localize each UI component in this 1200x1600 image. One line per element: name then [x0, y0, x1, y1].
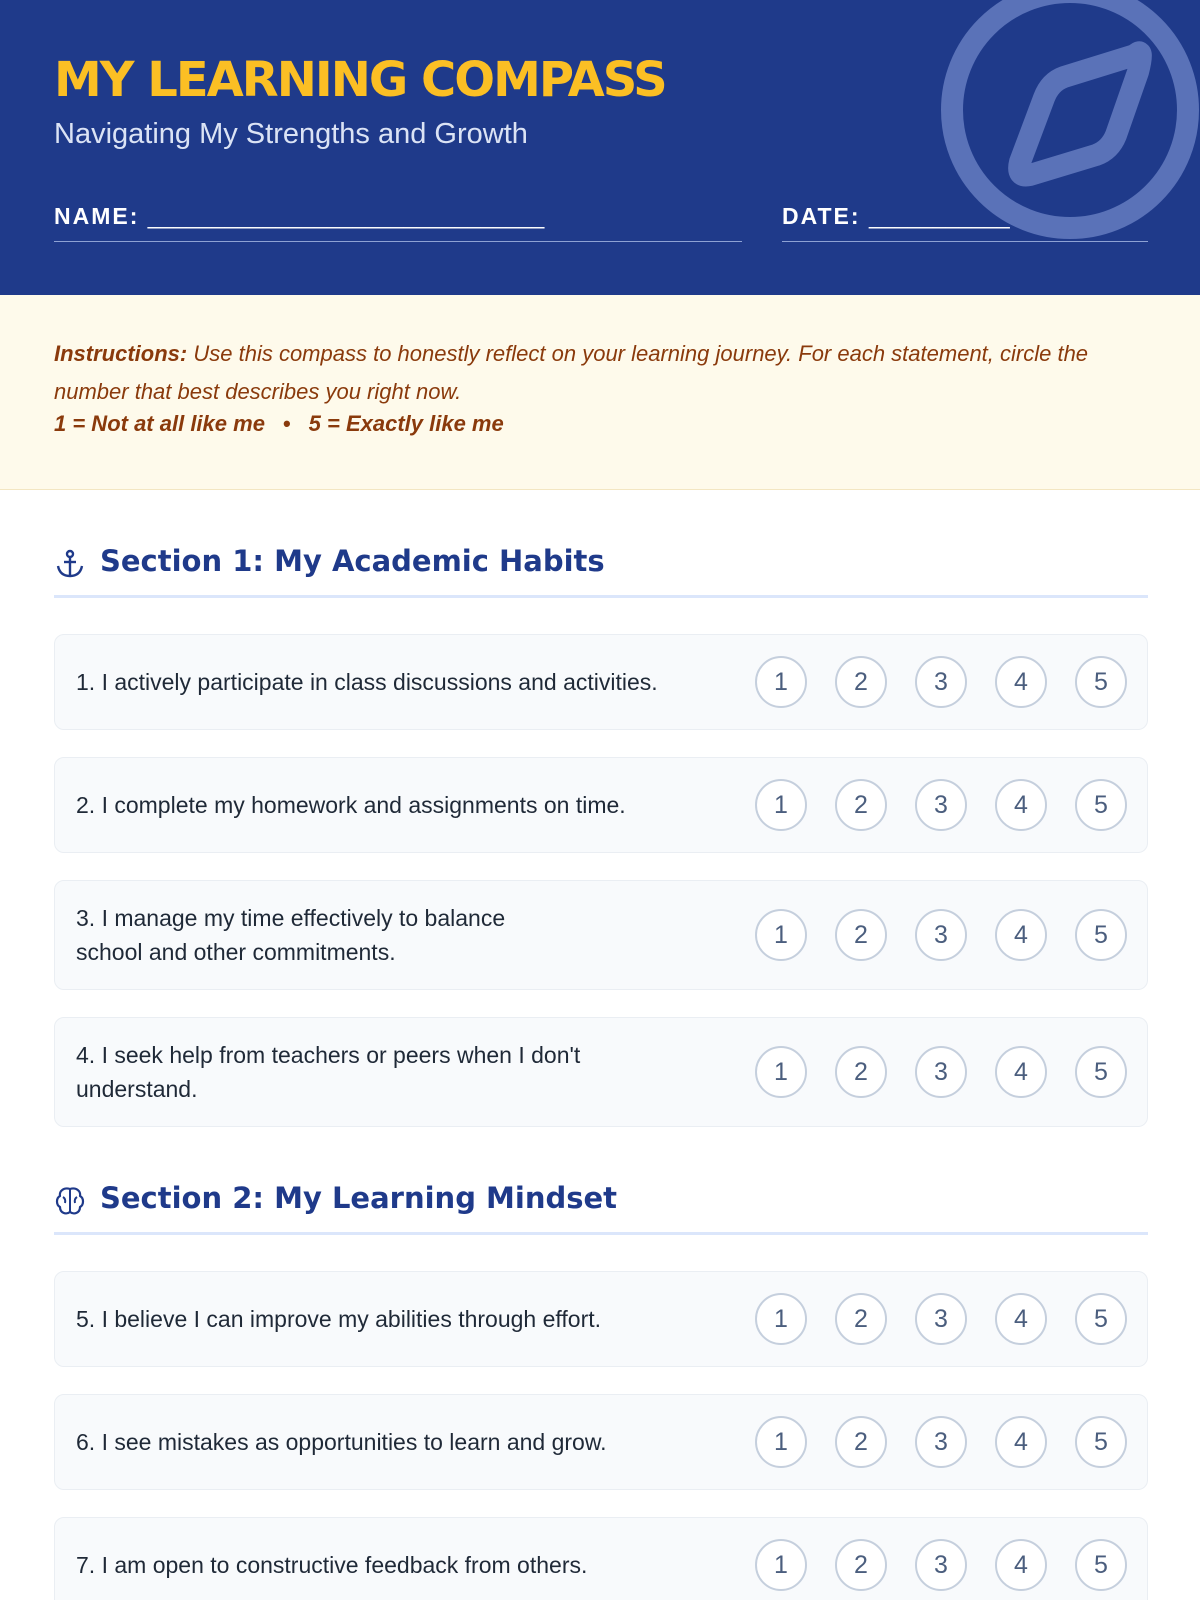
rating-option-5[interactable]: 5: [1075, 909, 1127, 961]
header-banner: [0, 0, 1200, 295]
rating-option-4[interactable]: 4: [995, 656, 1047, 708]
rating-option-3[interactable]: 3: [915, 1293, 967, 1345]
date-field[interactable]: [782, 200, 1148, 242]
scale-high: 5 = Exactly like me: [308, 411, 504, 436]
rating-option-5[interactable]: 5: [1075, 1046, 1127, 1098]
question-text: 4. I seek help from teachers or peers when I don't understand.: [76, 1042, 581, 1102]
rating-option-1[interactable]: 1: [755, 1416, 807, 1468]
rating-option-2[interactable]: 2: [835, 1539, 887, 1591]
rating-option-1[interactable]: 1: [755, 656, 807, 708]
rating-options: [755, 779, 1127, 831]
rating-option-1[interactable]: 1: [755, 779, 807, 831]
instructions-body: Use this compass to honestly reflect on your learning journey. For each statement, circle the number that best describes you right now.: [54, 341, 1089, 404]
anchor-icon: [54, 548, 86, 580]
rating-option-1[interactable]: 1: [755, 1293, 807, 1345]
name-field[interactable]: [54, 200, 742, 242]
rating-option-4[interactable]: 4: [995, 1539, 1047, 1591]
question-row-3: [54, 880, 1148, 990]
question-text: 5. I believe I can improve my abilities through effort.: [76, 1306, 602, 1332]
rating-option-2[interactable]: 2: [835, 909, 887, 961]
name-blank: _______________________________: [147, 203, 545, 229]
rating-option-5[interactable]: 5: [1075, 1539, 1127, 1591]
page-subtitle: Navigating My Strengths and Growth: [54, 118, 528, 150]
section-1-title: Section 1: My Academic Habits: [100, 544, 605, 578]
instructions-label: Instructions:: [54, 341, 188, 366]
rating-option-5[interactable]: 5: [1075, 1293, 1127, 1345]
rating-options: [755, 1416, 1127, 1468]
section-2-title: Section 2: My Learning Mindset: [100, 1181, 618, 1215]
scale-legend: [54, 411, 504, 437]
rating-option-4[interactable]: 4: [995, 1416, 1047, 1468]
question-text: 7. I am open to constructive feedback from others.: [76, 1552, 588, 1578]
rating-options: [755, 1293, 1127, 1345]
rating-option-3[interactable]: 3: [915, 656, 967, 708]
question-text: 6. I see mistakes as opportunities to learn and grow.: [76, 1429, 607, 1455]
question-row-5: [54, 1271, 1148, 1367]
date-label: DATE:: [782, 203, 861, 229]
question-row-6: [54, 1394, 1148, 1490]
instructions-box: [0, 295, 1200, 490]
rating-option-4[interactable]: 4: [995, 1046, 1047, 1098]
rating-option-1[interactable]: 1: [755, 1046, 807, 1098]
question-text: 3. I manage my time effectively to balance school and other commitments.: [76, 905, 506, 965]
rating-option-1[interactable]: 1: [755, 909, 807, 961]
question-row-4: [54, 1017, 1148, 1127]
rating-option-3[interactable]: 3: [915, 779, 967, 831]
rating-options: [755, 909, 1127, 961]
section-1-header: [54, 534, 1148, 598]
rating-options: [755, 1046, 1127, 1098]
rating-options: [755, 1539, 1127, 1591]
question-text: 1. I actively participate in class discussions and activities.: [76, 669, 658, 695]
rating-option-5[interactable]: 5: [1075, 656, 1127, 708]
rating-option-5[interactable]: 5: [1075, 779, 1127, 831]
rating-option-2[interactable]: 2: [835, 656, 887, 708]
brain-icon: [54, 1185, 86, 1217]
rating-option-3[interactable]: 3: [915, 909, 967, 961]
page-title: MY LEARNING COMPASS: [54, 52, 666, 108]
scale-low: 1 = Not at all like me: [54, 411, 265, 436]
rating-options: [755, 656, 1127, 708]
rating-option-3[interactable]: 3: [915, 1046, 967, 1098]
rating-option-2[interactable]: 2: [835, 1293, 887, 1345]
question-text: 2. I complete my homework and assignments on time.: [76, 792, 626, 818]
rating-option-2[interactable]: 2: [835, 1046, 887, 1098]
rating-option-2[interactable]: 2: [835, 779, 887, 831]
rating-option-2[interactable]: 2: [835, 1416, 887, 1468]
rating-option-1[interactable]: 1: [755, 1539, 807, 1591]
question-row-2: [54, 757, 1148, 853]
rating-option-4[interactable]: 4: [995, 909, 1047, 961]
rating-option-5[interactable]: 5: [1075, 1416, 1127, 1468]
scale-separator: •: [282, 411, 291, 436]
question-row-7: [54, 1517, 1148, 1600]
name-label: NAME:: [54, 203, 140, 229]
rating-option-3[interactable]: 3: [915, 1416, 967, 1468]
date-blank: ___________: [868, 203, 1010, 229]
rating-option-4[interactable]: 4: [995, 1293, 1047, 1345]
question-row-1: [54, 634, 1148, 730]
section-2-header: [54, 1171, 1148, 1235]
rating-option-4[interactable]: 4: [995, 779, 1047, 831]
instructions-text: [54, 335, 1154, 411]
rating-option-3[interactable]: 3: [915, 1539, 967, 1591]
